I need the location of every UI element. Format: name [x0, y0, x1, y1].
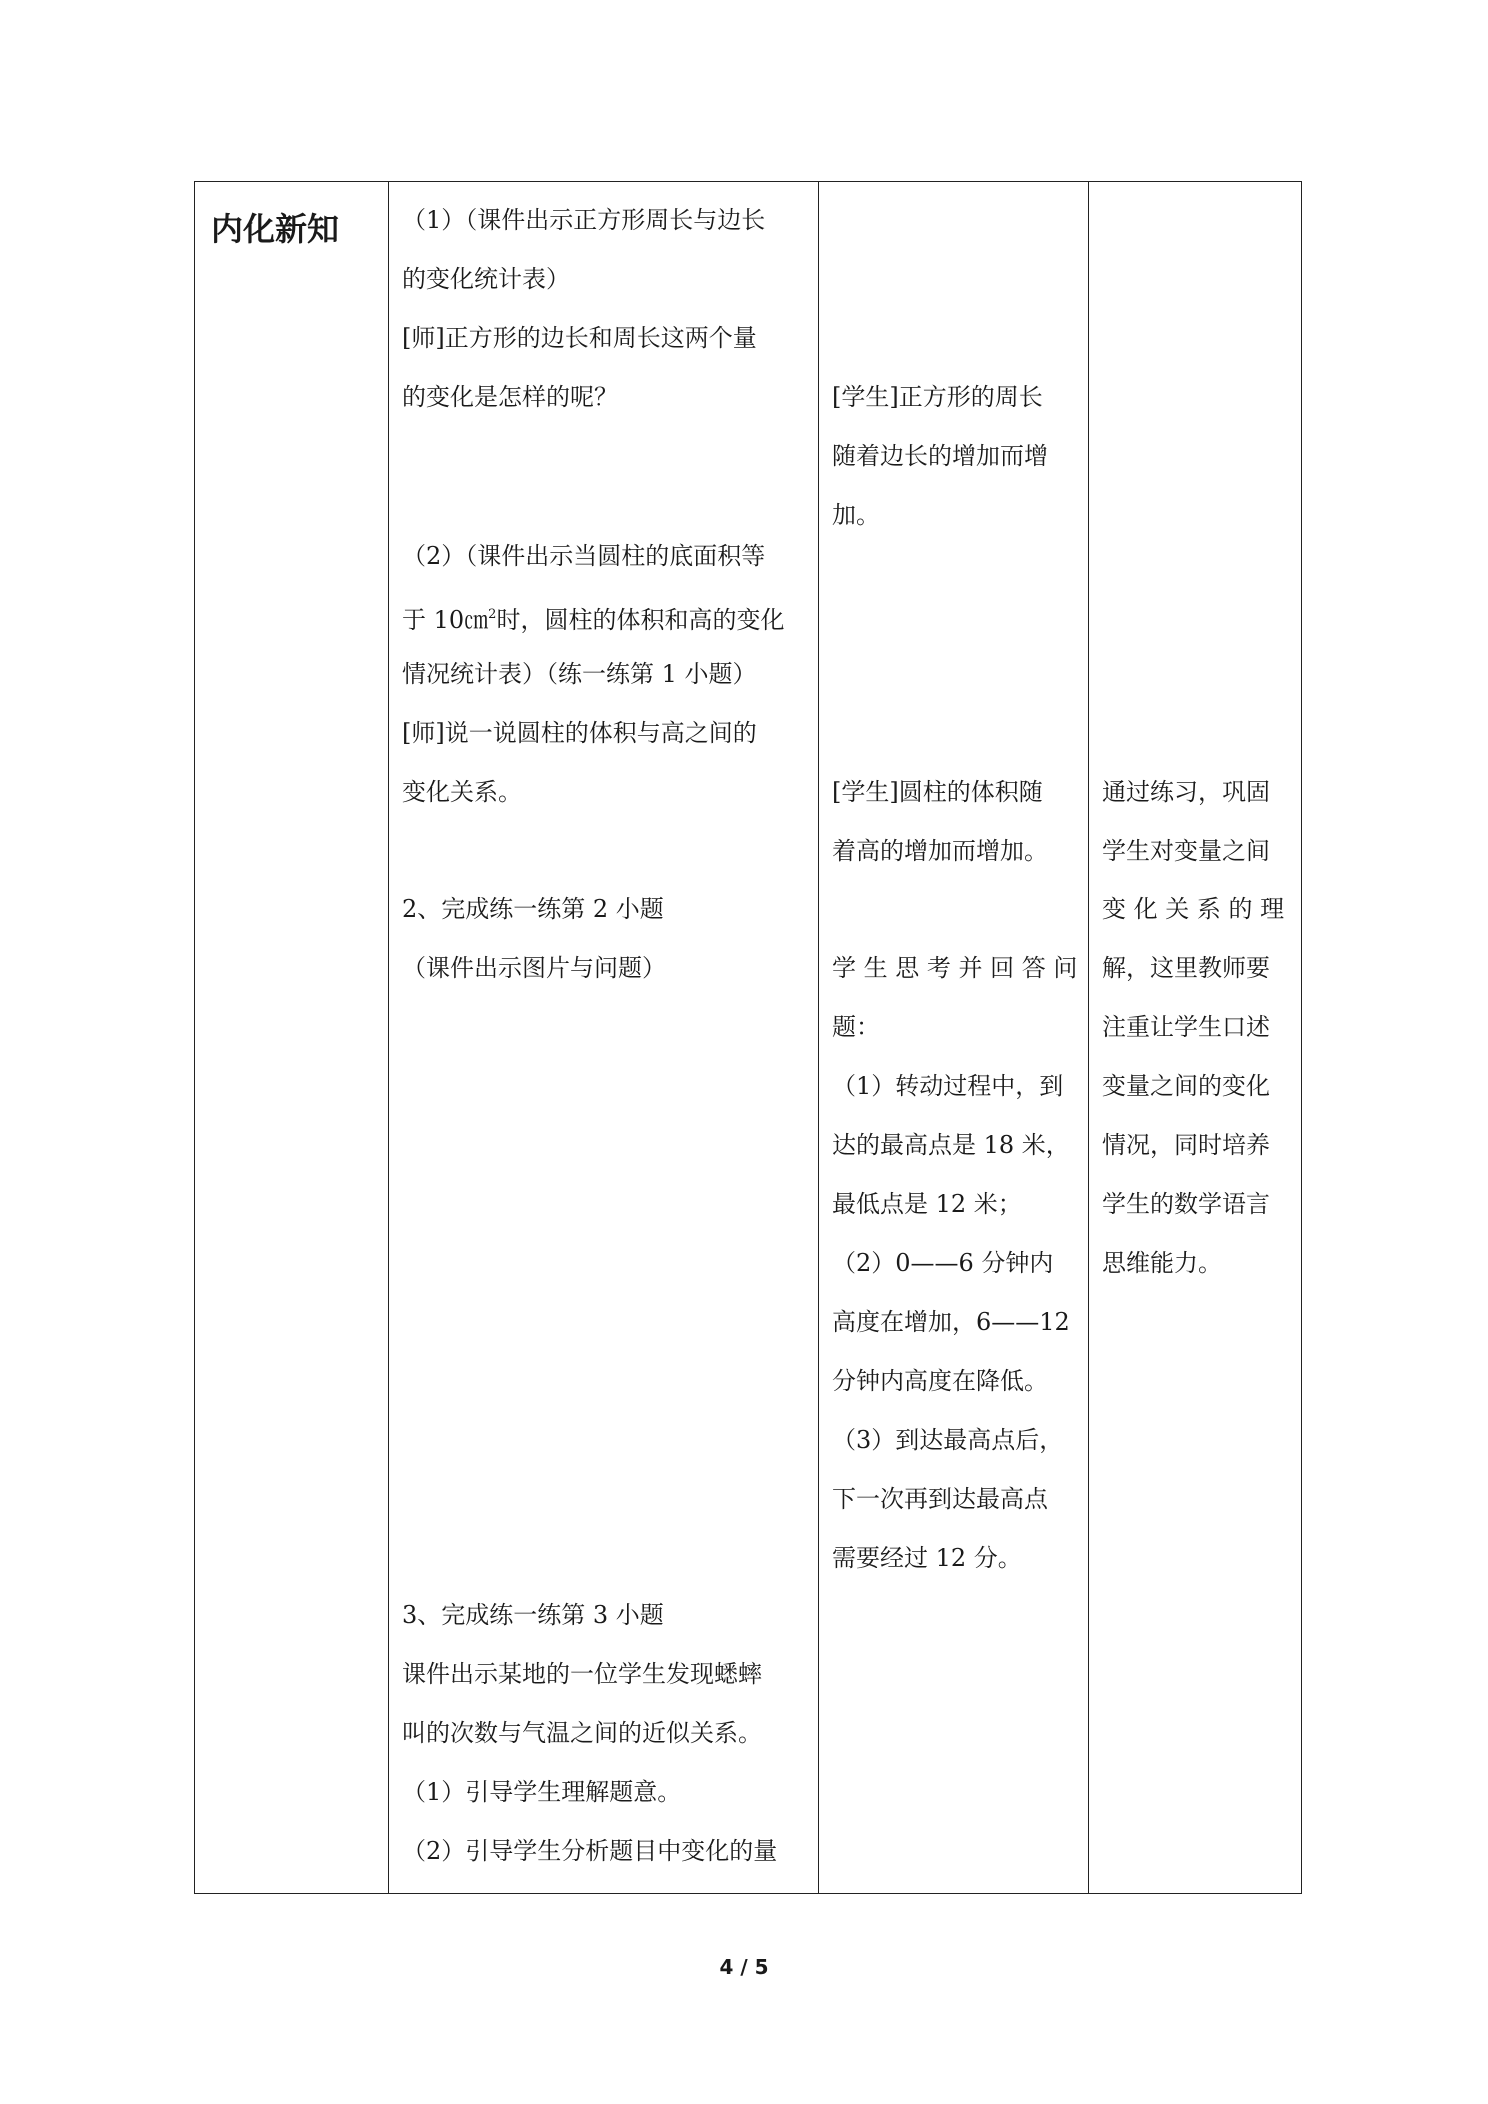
teacher-line: （2）（课件出示当圆柱的底面积等: [402, 542, 766, 570]
student-line: 分钟内高度在降低。: [832, 1367, 1048, 1395]
student-line: （1）转动过程中，到: [832, 1072, 1064, 1100]
student-line: 下一次再到达最高点: [832, 1485, 1048, 1513]
student-line: 着高的增加而增加。: [832, 837, 1048, 865]
section-title: 内化新知: [211, 210, 340, 248]
teacher-line: 的变化是怎样的呢？: [402, 383, 618, 411]
student-line: 随着边长的增加而增: [832, 442, 1048, 470]
teacher-line: [师]正方形的边长和周长这两个量: [402, 324, 757, 352]
student-line: 高度在增加，6——12: [832, 1308, 1070, 1336]
student-line: 学 生 思 考 并 回 答 问: [832, 954, 1078, 982]
intent-line: 思维能力。: [1102, 1249, 1222, 1277]
teacher-line: 变化关系。: [402, 778, 522, 806]
teacher-line: 课件出示某地的一位学生发现蟋蟀: [402, 1660, 762, 1688]
teacher-line-part: 时，圆柱的体积和高的变化: [496, 606, 785, 634]
design-intent-column: [1102, 182, 1298, 1893]
teacher-line: 情况统计表）（练一练第 1 小题）: [402, 660, 757, 688]
student-line: 加。: [832, 501, 880, 529]
column-divider: [388, 182, 389, 1893]
teacher-line: （2）引导学生分析题目中变化的量: [402, 1837, 778, 1865]
teacher-line: （1）引导学生理解题意。: [402, 1778, 682, 1806]
teacher-activity-column: [402, 182, 816, 1893]
intent-line: 学生的数学语言: [1102, 1190, 1270, 1218]
intent-line: 变量之间的变化: [1102, 1072, 1270, 1100]
intent-line: 注重让学生口述: [1102, 1013, 1270, 1041]
teacher-line: 2、完成练一练第 2 小题: [402, 895, 664, 923]
intent-line: 情况，同时培养: [1102, 1131, 1270, 1159]
teacher-line: 叫的次数与气温之间的近似关系。: [402, 1719, 762, 1747]
teacher-line: （课件出示图片与问题）: [402, 954, 666, 982]
column-divider: [1088, 182, 1089, 1893]
lesson-table: [194, 181, 1302, 1894]
student-line: [学生]圆柱的体积随: [832, 778, 1043, 806]
superscript: 2: [488, 607, 497, 622]
teacher-line: 3、完成练一练第 3 小题: [402, 1601, 664, 1629]
column-divider: [818, 182, 819, 1893]
teacher-line: [402, 600, 784, 635]
student-line: （2）0——6 分钟内: [832, 1249, 1054, 1277]
intent-line: 通过练习，巩固: [1102, 778, 1270, 806]
student-activity-column: [832, 182, 1086, 1893]
student-line: 题：: [832, 1013, 880, 1041]
student-line: 达的最高点是 18 米，: [832, 1131, 1070, 1159]
section-column: [195, 182, 388, 1893]
teacher-line: 的变化统计表）: [402, 265, 570, 293]
student-line: （3）到达最高点后，: [832, 1426, 1064, 1454]
teacher-line: （1）（课件出示正方形周长与边长: [402, 206, 766, 234]
page-number: 4 / 5: [719, 1955, 769, 1979]
intent-line: 学生对变量之间: [1102, 837, 1270, 865]
intent-line: 解，这里教师要: [1102, 954, 1270, 982]
student-line: 需要经过 12 分。: [832, 1544, 1022, 1572]
student-line: [学生]正方形的周长: [832, 383, 1043, 411]
teacher-line: [师]说一说圆柱的体积与高之间的: [402, 719, 757, 747]
intent-line: 变 化 关 系 的 理: [1102, 895, 1285, 923]
student-line: 最低点是 12 米；: [832, 1190, 1022, 1218]
teacher-line-part: 于 10㎝: [402, 606, 489, 634]
